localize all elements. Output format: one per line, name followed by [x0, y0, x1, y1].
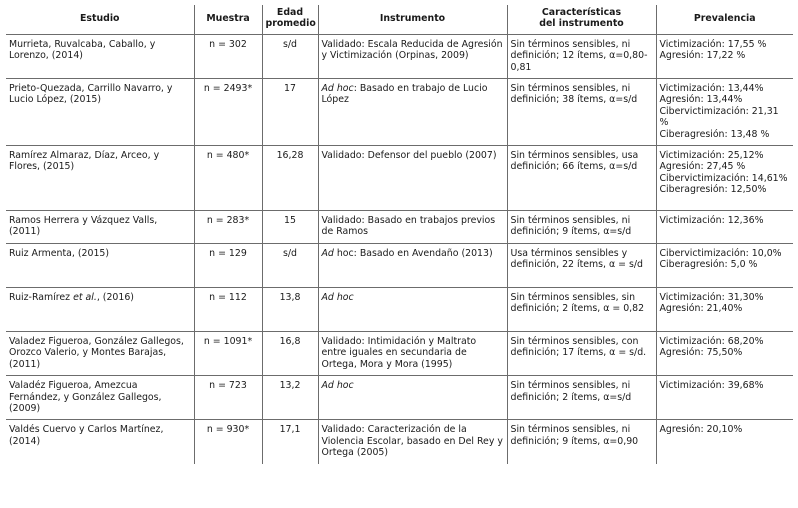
cell-estudio: Valdés Cuervo y Carlos Martínez, (2014) — [6, 420, 194, 464]
cell-caracteristicas: Usa términos sensibles y definición, 22 ítems, α = s/d — [507, 243, 656, 287]
cell-caracteristicas: Sin términos sensibles, ni definición; 38 ítems, α=s/d — [507, 79, 656, 146]
instrumento-italic: Ad hoc — [321, 83, 354, 95]
cell-muestra: n = 480* — [194, 146, 262, 211]
cell-muestra: n = 302 — [194, 34, 262, 78]
table-row — [6, 79, 793, 146]
cell-muestra: n = 2493* — [194, 79, 262, 146]
cell-estudio: Valadez Figueroa, González Gallegos, Orozco Valerio, y Montes Barajas, (2011) — [6, 331, 194, 375]
cell-edad: 13,8 — [262, 287, 318, 331]
prevalencia-line: Cibervictimización: 14,61% — [659, 172, 788, 184]
table-row — [6, 331, 793, 375]
cell-estudio: Ruiz Armenta, (2015) — [6, 243, 194, 287]
cell-muestra: n = 283* — [194, 211, 262, 244]
cell-edad: 15 — [262, 211, 318, 244]
cell-muestra: n = 930* — [194, 420, 262, 464]
table-row — [6, 34, 793, 78]
prevalencia-line: Agresión: 13,44% — [659, 94, 743, 106]
prevalencia-line: Victimización: 31,30% — [659, 291, 764, 303]
cell-instrumento: Validado: Escala Reducida de Agresión y Victimización (Orpinas, 2009) — [318, 34, 507, 78]
cell-caracteristicas: Sin términos sensibles, ni definición; 2 ítems, α=s/d — [507, 376, 656, 420]
prevalencia-line: Agresión: 20,10% — [659, 424, 743, 436]
cell-instrumento — [318, 243, 507, 287]
prevalencia-line: Victimización: 25,12% — [659, 150, 764, 162]
prevalencia-line: Agresión: 27,45 % — [659, 161, 746, 173]
cell-caracteristicas: Sin términos sensibles, ni definición; 9 ítems, α=0,90 — [507, 420, 656, 464]
table-row — [6, 287, 793, 331]
instrumento-text: : Basado en trabajo de Lucio López — [321, 83, 488, 106]
header-prevalencia: Prevalencia — [656, 5, 793, 34]
instrumento-italic: Ad hoc — [321, 291, 354, 303]
header-muestra: Muestra — [194, 5, 262, 34]
cell-estudio — [6, 287, 194, 331]
cell-prevalencia — [656, 376, 793, 420]
prevalencia-line: Agresión: 17,22 % — [659, 50, 746, 62]
prevalencia-line: Victimización: 13,44% — [659, 83, 764, 95]
estudio-text: Ruiz-Ramírez — [9, 291, 74, 303]
cell-instrumento: Validado: Caracterización de la Violencia Escolar, basado en Del Rey y Ortega (2005) — [318, 420, 507, 464]
cell-edad: 16,28 — [262, 146, 318, 211]
cell-prevalencia — [656, 146, 793, 211]
studies-table — [6, 5, 793, 464]
table-row — [6, 376, 793, 420]
cell-caracteristicas: Sin términos sensibles, ni definición; 9 ítems, α=s/d — [507, 211, 656, 244]
prevalencia-line: Cibervictimización: 10,0% — [659, 247, 782, 259]
prevalencia-line: Ciberagresión: 12,50% — [659, 184, 767, 196]
cell-prevalencia — [656, 34, 793, 78]
cell-caracteristicas: Sin términos sensibles, usa definición; 66 ítems, α=s/d — [507, 146, 656, 211]
table-row — [6, 420, 793, 464]
prevalencia-line: Ciberagresión: 5,0 % — [659, 259, 758, 271]
cell-prevalencia — [656, 420, 793, 464]
cell-muestra: n = 112 — [194, 287, 262, 331]
cell-estudio: Ramírez Almaraz, Díaz, Arceo, y Flores, (2015) — [6, 146, 194, 211]
cell-muestra: n = 1091* — [194, 331, 262, 375]
estudio-tail: , (2016) — [96, 291, 134, 303]
cell-edad: 13,2 — [262, 376, 318, 420]
cell-instrumento — [318, 79, 507, 146]
cell-instrumento: Validado: Defensor del pueblo (2007) — [318, 146, 507, 211]
header-estudio: Estudio — [6, 5, 194, 34]
cell-estudio: Ramos Herrera y Vázquez Valls, (2011) — [6, 211, 194, 244]
cell-prevalencia — [656, 79, 793, 146]
table-row — [6, 146, 793, 211]
estudio-italic: et al. — [73, 291, 97, 303]
cell-prevalencia — [656, 211, 793, 244]
prevalencia-line: Agresión: 21,40% — [659, 303, 743, 315]
cell-instrumento: Validado: Intimidación y Maltrato entre iguales en secundaria de Ortega, Mora y Mora (1995) — [318, 331, 507, 375]
table-row — [6, 211, 793, 244]
cell-edad: s/d — [262, 34, 318, 78]
prevalencia-line: Victimización: 68,20% — [659, 335, 764, 347]
cell-caracteristicas: Sin términos sensibles, ni definición; 12 ítems, α=0,80-0,81 — [507, 34, 656, 78]
cell-prevalencia — [656, 287, 793, 331]
cell-estudio: Prieto-Quezada, Carrillo Navarro, y Lucio López, (2015) — [6, 79, 194, 146]
instrumento-italic: Ad hoc — [321, 380, 354, 392]
header-edad — [262, 5, 318, 34]
prevalencia-line: Victimización: 39,68% — [659, 380, 764, 392]
cell-edad: 17,1 — [262, 420, 318, 464]
header-row — [6, 5, 793, 34]
table-row — [6, 243, 793, 287]
header-caract-line1: Características — [541, 7, 622, 18]
header-caract-line2: del instrumento — [539, 18, 624, 30]
header-edad-line2: promedio — [265, 18, 316, 30]
header-caracteristicas — [507, 5, 656, 34]
header-edad-line1: Edad — [276, 7, 304, 18]
cell-edad: 17 — [262, 79, 318, 146]
instrumento-italic: Ad — [321, 247, 334, 259]
cell-prevalencia — [656, 243, 793, 287]
instrumento-text: hoc: Basado en Avendaño (2013) — [333, 247, 493, 259]
cell-caracteristicas: Sin términos sensibles, con definición; 17 ítems, α = s/d. — [507, 331, 656, 375]
cell-estudio: Murrieta, Ruvalcaba, Caballo, y Lorenzo, (2014) — [6, 34, 194, 78]
cell-muestra: n = 129 — [194, 243, 262, 287]
cell-edad: 16,8 — [262, 331, 318, 375]
prevalencia-line: Cibervictimización: 21,31 % — [659, 105, 779, 129]
cell-prevalencia — [656, 331, 793, 375]
cell-muestra: n = 723 — [194, 376, 262, 420]
prevalencia-line: Ciberagresión: 13,48 % — [659, 128, 770, 140]
cell-edad: s/d — [262, 243, 318, 287]
cell-instrumento: Validado: Basado en trabajos previos de Ramos — [318, 211, 507, 244]
cell-caracteristicas: Sin términos sensibles, sin definición; 2 ítems, α = 0,82 — [507, 287, 656, 331]
cell-estudio: Valadéz Figueroa, Amezcua Fernández, y González Gallegos, (2009) — [6, 376, 194, 420]
prevalencia-line: Victimización: 12,36% — [659, 215, 764, 227]
cell-instrumento — [318, 287, 507, 331]
header-instrumento: Instrumento — [318, 5, 507, 34]
cell-instrumento — [318, 376, 507, 420]
prevalencia-line: Victimización: 17,55 % — [659, 38, 767, 50]
prevalencia-line: Agresión: 75,50% — [659, 347, 743, 359]
